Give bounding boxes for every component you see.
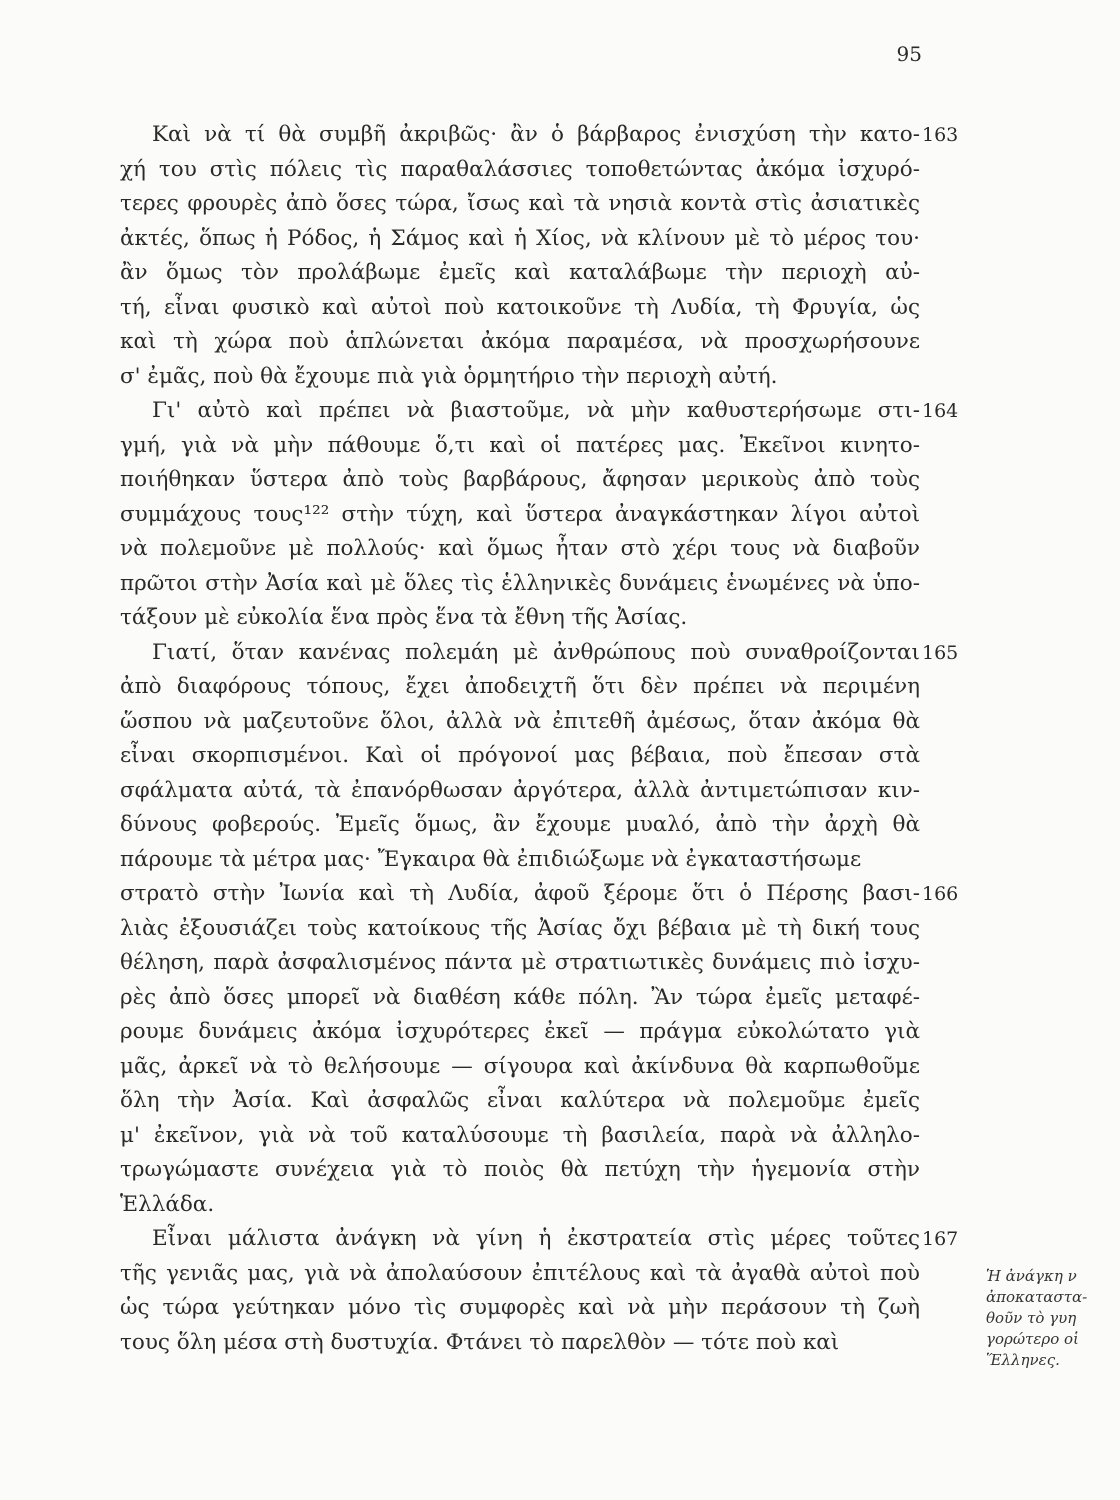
text-line: τάξουν μὲ εὐκολία ἕνα πρὸς ἕνα τὰ ἔθνη τῆς Ἀσίας. (120, 605, 688, 630)
text-line: δύνους φοβερούς. Ἐμεῖς ὅμως, ἂν ἔχουμε μυαλό, ἀπὸ τὴν ἀρχὴ θὰ (120, 812, 920, 837)
text-line: τρωγώμαστε συνέχεια γιὰ τὸ ποιὸς θὰ πετύχη τὴν ἡγεμονία στὴν (120, 1157, 920, 1182)
text-line: Γιατί, ὅταν κανένας πολεμάη μὲ ἀνθρώπους ποὺ συναθροίζονται (152, 639, 920, 665)
margin-note-line: θοῦν τὸ γυη (986, 1309, 1077, 1327)
section-number: 163 (922, 124, 959, 146)
text-line: ὅλη τὴν Ἀσία. Καὶ ἀσφαλῶς εἶναι καλύτερα νὰ πολεμοῦμε ἐμεῖς (120, 1088, 920, 1113)
text-line: συμμάχους τους¹²² στὴν τύχη, καὶ ὕστερα ἀναγκάστηκαν λίγοι αὐτοὶ (120, 501, 920, 527)
text-line: μ' ἐκεῖνον, γιὰ νὰ τοῦ καταλύσουμε τὴ βασιλεία, παρὰ νὰ ἀλληλο- (120, 1122, 920, 1148)
text-line: γμή, γιὰ νὰ μὴν πάθουμε ὅ,τι καὶ οἱ πατέρες μας. Ἐκεῖνοι κινητο- (120, 432, 920, 458)
text-line: χή του στὶς πόλεις τὶς παραθαλάσσιες τοποθετώντας ἀκόμα ἰσχυρό- (120, 156, 920, 182)
text-line: σφάλματα αὐτά, τὰ ἐπανόρθωσαν ἀργότερα, ἀλλὰ ἀντιμετώπισαν κιν- (120, 777, 920, 803)
text-line: Γι' αὐτὸ καὶ πρέπει νὰ βιαστοῦμε, νὰ μὴν καθυστερήσωμε στι- (152, 398, 920, 423)
text-line: τῆς γενιᾶς μας, γιὰ νὰ ἀπολαύσουν ἐπιτέλους καὶ τὰ ἀγαθὰ αὐτοὶ ποὺ (120, 1260, 920, 1286)
section-number: 164 (922, 400, 959, 422)
text-line: πάρουμε τὰ μέτρα μας· Ἔγκαιρα θὰ ἐπιδιώξωμε νὰ ἐγκαταστήσωμε (120, 846, 862, 872)
margin-note-line: γορώτερο οἱ (986, 1330, 1079, 1348)
text-line: ρουμε δυνάμεις ἀκόμα ἰσχυρότερες ἐκεῖ — πράγμα εὐκολώτατο γιὰ (120, 1019, 920, 1044)
section-number: 165 (922, 641, 959, 664)
text-line: εἶναι σκορπισμένοι. Καὶ οἱ πρόγονοί μας βέβαια, ποὺ ἔπεσαν στὰ (120, 743, 920, 768)
text-line: Ἑλλάδα. (120, 1191, 215, 1217)
text-line: νὰ πολεμοῦνε μὲ πολλούς· καὶ ὅμως ἦταν στὸ χέρι τους νὰ διαβοῦν (120, 536, 920, 561)
text-line: πρῶτοι στὴν Ἀσία καὶ μὲ ὅλες τὶς ἑλληνικὲς δυνάμεις ἑνωμένες νὰ ὑπο- (120, 570, 920, 596)
text-line: τους ὅλη μέσα στὴ δυστυχία. Φτάνει τὸ παρελθὸν — τότε ποὺ καὶ (120, 1329, 840, 1355)
text-line: ὥσπου νὰ μαζευτοῦνε ὅλοι, ἀλλὰ νὰ ἐπιτεθῆ ἀμέσως, ὅταν ἀκόμα θὰ (120, 708, 920, 734)
text-line: στρατὸ στὴν Ἰωνία καὶ τὴ Λυδία, ἀφοῦ ξέρομε ὅτι ὁ Πέρσης βασι- (120, 881, 920, 906)
text-line: τή, εἶναι φυσικὸ καὶ αὐτοὶ ποὺ κατοικοῦνε τὴ Λυδία, τὴ Φρυγία, ὡς (120, 294, 920, 320)
text-line: λιὰς ἐξουσιάζει τοὺς κατοίκους τῆς Ἀσίας ὄχι βέβαια μὲ τὴ δική τους (120, 915, 920, 941)
text-line: σ' ἐμᾶς, ποὺ θὰ ἔχουμε πιὰ γιὰ ὁρμητήριο τὴν περιοχὴ αὐτή. (120, 363, 778, 389)
margin-note-line: Ἕλληνες. (986, 1351, 1060, 1369)
text-line: Εἶναι μάλιστα ἀνάγκη νὰ γίνη ἡ ἐκστρατεία στὶς μέρες τοῦτες (152, 1226, 920, 1251)
margin-note (986, 1266, 1120, 1371)
text-line: ρὲς ἀπὸ ὅσες μπορεῖ νὰ διαθέση κάθε πόλη. Ἂν τώρα ἐμεῖς μεταφέ- (120, 984, 920, 1010)
text-line: ἀπὸ διαφόρους τόπους, ἔχει ἀποδειχτῆ ὅτι δὲν πρέπει νὰ περιμένη (120, 674, 920, 699)
text-line: Καὶ νὰ τί θὰ συμβῆ ἀκριβῶς· ἂν ὁ βάρβαρος ἐνισχύση τὴν κατο- (152, 122, 920, 147)
margin-note-line: ἀποκαταστα- (986, 1288, 1088, 1306)
text-line: ἂν ὅμως τὸν προλάβωμε ἐμεῖς καὶ καταλάβωμε τὴν περιοχὴ αὐ- (120, 260, 920, 285)
text-line: ὡς τώρα γεύτηκαν μόνο τὶς συμφορὲς καὶ νὰ μὴν περάσουν τὴ ζωὴ (120, 1295, 920, 1320)
text-line: καὶ τὴ χώρα ποὺ ἁπλώνεται ἀκόμα παραμέσα, νὰ προσχωρήσουνε (120, 329, 920, 354)
text-line: μᾶς, ἀρκεῖ νὰ τὸ θελήσουμε — σίγουρα καὶ ἀκίνδυνα θὰ καρπωθοῦμε (120, 1053, 920, 1079)
page-number: 95 (896, 42, 922, 66)
section-number: 166 (922, 883, 959, 905)
section-number: 167 (922, 1228, 959, 1250)
text-line: ἀκτές, ὅπως ἡ Ρόδος, ἡ Σάμος καὶ ἡ Χίος, νὰ κλίνουν μὲ τὸ μέρος του· (120, 225, 920, 251)
text-line: τερες φρουρὲς ἀπὸ ὅσες τώρα, ἴσως καὶ τὰ νησιὰ κοντὰ στὶς ἀσιατικὲς (120, 191, 920, 216)
margin-note-line: Ἡ ἀνάγκη ν (986, 1267, 1077, 1285)
text-line: ποιήθηκαν ὕστερα ἀπὸ τοὺς βαρβάρους, ἄφησαν μερικοὺς ἀπὸ τοὺς (120, 467, 920, 492)
text-line: θέληση, παρὰ ἀσφαλισμένος πάντα μὲ στρατιωτικὲς δυνάμεις πιὸ ἰσχυ- (120, 950, 920, 975)
